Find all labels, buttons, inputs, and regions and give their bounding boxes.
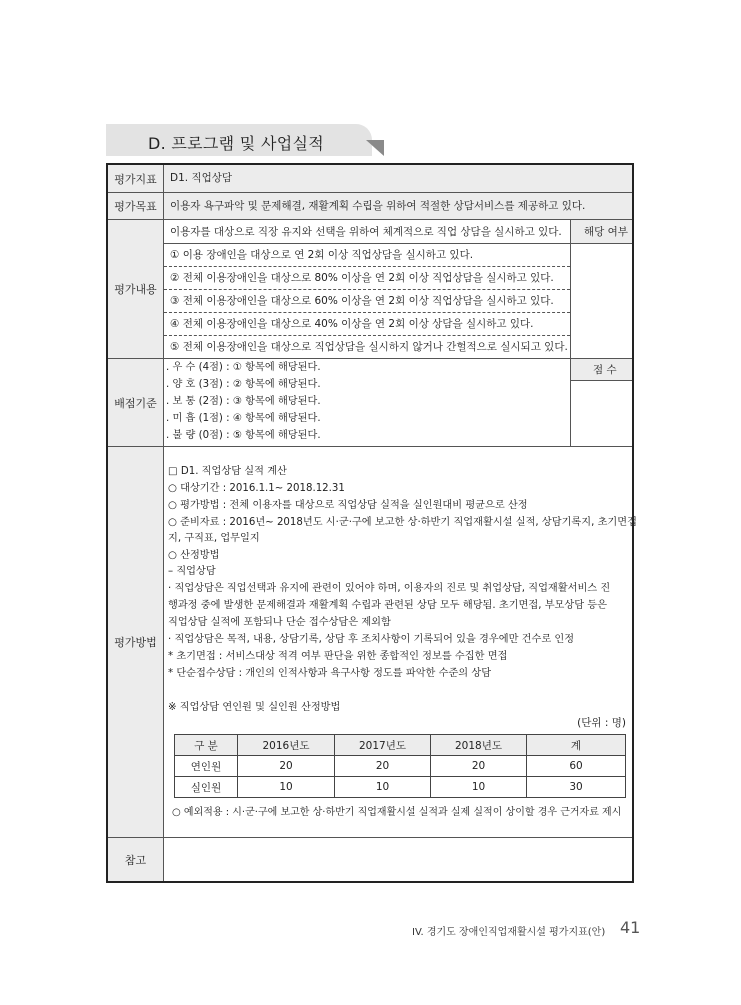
table-cell: 10 bbox=[238, 777, 335, 798]
content-item-5: ⑤ 전체 이용장애인을 대상으로 직업상담을 실시하지 않거나 간헐적으로 실시되고 있다. bbox=[170, 341, 568, 353]
scoring-item-1: . 우 수 (4점) : ① 항목에 해당된다. bbox=[166, 362, 321, 373]
table-header: 2017년도 bbox=[335, 735, 431, 756]
applicable-label-bg bbox=[571, 220, 632, 243]
scoring-item-4: . 미 흡 (1점) : ④ 항목에 해당된다. bbox=[166, 413, 321, 424]
table-cell: 20 bbox=[238, 756, 335, 777]
method-line: – 직업상담 bbox=[168, 566, 216, 577]
table-header: 2018년도 bbox=[431, 735, 527, 756]
indicator-value: D1. 직업상담 bbox=[170, 172, 233, 184]
table-cell: 실인원 bbox=[175, 777, 238, 798]
scoring-label: 배점기준 bbox=[108, 359, 164, 446]
method-line: 행과정 중에 발생한 문제해결과 재활계획 수립과 관련된 상담 모두 해당됨. 초기면접, 부모상담 등은 bbox=[168, 600, 607, 611]
divider bbox=[164, 266, 570, 267]
divider bbox=[164, 289, 570, 290]
method-line: ○ 평가방법 : 전체 이용자를 대상으로 직업상담 실적을 실인원대비 평균으로 산정 bbox=[168, 500, 528, 511]
table-header: 구 분 bbox=[175, 735, 238, 756]
indicator-value-bg bbox=[164, 165, 632, 192]
divider bbox=[164, 243, 632, 244]
table-cell: 20 bbox=[335, 756, 431, 777]
score-label: 점 수 bbox=[593, 364, 617, 376]
scoring-item-2: . 양 호 (3점) : ② 항목에 해당된다. bbox=[166, 379, 321, 390]
content-item-3: ③ 전체 이용장애인을 대상으로 60% 이상을 연 2회 이상 직업상담을 실시하고 있다. bbox=[170, 295, 554, 307]
scoring-item-3: . 보 통 (2점) : ③ 항목에 해당된다. bbox=[166, 396, 321, 407]
content-item-2: ② 전체 이용장애인을 대상으로 80% 이상을 연 2회 이상 직업상담을 실시하고 있다. bbox=[170, 272, 554, 284]
table-header-row bbox=[175, 735, 626, 756]
scoring-item-5: . 불 량 (0점) : ⑤ 항목에 해당된다. bbox=[166, 430, 321, 441]
exception-note: ○ 예외적용 : 시·군·구에 보고한 상·하반기 직업재활시설 실적과 실제 실적이 상이할 경우 근거자료 제시 bbox=[172, 807, 622, 818]
goal-label: 평가목표 bbox=[108, 193, 164, 219]
goal-value: 이용자 욕구파악 및 문제해결, 재활계획 수립을 위하여 적절한 상담서비스를 제공하고 있다. bbox=[170, 200, 586, 212]
method-line: ○ 대상기간 : 2016.1.1~ 2018.12.31 bbox=[168, 483, 345, 494]
goal-value-bg bbox=[164, 193, 632, 219]
scoring-criteria bbox=[164, 361, 570, 445]
section-title: D. 프로그램 및 사업실적 bbox=[148, 134, 324, 153]
counseling-stats-table bbox=[174, 734, 626, 798]
section-tab-shadow bbox=[366, 140, 384, 156]
reference-label: 참고 bbox=[108, 838, 164, 881]
table-header: 2016년도 bbox=[238, 735, 335, 756]
applicable-label: 해당 여부 bbox=[584, 226, 628, 238]
unit-label: (단위 : 명) bbox=[577, 717, 626, 729]
note-title: ※ 직업상담 연인원 및 실인원 산정방법 bbox=[168, 702, 341, 713]
method-line: * 단순접수상담 : 개인의 인적사항과 욕구사항 정도를 파악한 수준의 상담 bbox=[168, 668, 492, 679]
content-header: 이용자를 대상으로 직장 유지와 선택을 위하여 체계적으로 직업 상담을 실시하고 있다. bbox=[170, 226, 562, 238]
method-line: · 직업상담은 목적, 내용, 상담기록, 상담 후 조치사항이 기록되어 있을 경우에만 건수로 인정 bbox=[168, 634, 575, 645]
method-line: 직업상담 실적에 포함되나 단순 접수상담은 제외함 bbox=[168, 617, 391, 628]
score-label-bg bbox=[571, 359, 632, 380]
method-line: ○ 산정방법 bbox=[168, 550, 220, 561]
page-number: 41 bbox=[620, 918, 641, 937]
method-line: · 직업상담은 직업선택과 유지에 관련이 있어야 하며, 이용자의 진로 및 취업상담, 직업재활서비스 진 bbox=[168, 583, 611, 594]
divider bbox=[108, 358, 632, 359]
table-cell: 연인원 bbox=[175, 756, 238, 777]
table-row bbox=[175, 756, 626, 777]
indicator-label: 평가지표 bbox=[108, 165, 164, 192]
table-cell: 10 bbox=[431, 777, 527, 798]
method-line: ○ 준비자료 : 2016년~ 2018년도 시·군·구에 보고한 상·하반기 직업재활시설 실적, 상담기록지, 초기면접 bbox=[168, 517, 637, 528]
table-cell: 30 bbox=[527, 777, 626, 798]
footer-text: IV. 경기도 장애인직업재활시설 평가지표(안) bbox=[412, 927, 606, 938]
divider bbox=[108, 446, 632, 447]
divider bbox=[164, 312, 570, 313]
evaluation-table bbox=[106, 163, 637, 883]
table-header: 계 bbox=[527, 735, 626, 756]
method-line: 지, 구직표, 업무일지 bbox=[168, 533, 260, 544]
content-item-1: ① 이용 장애인을 대상으로 연 2회 이상 직업상담을 실시하고 있다. bbox=[170, 249, 474, 261]
divider bbox=[108, 219, 632, 220]
section-title-tab bbox=[106, 124, 372, 156]
divider bbox=[164, 335, 570, 336]
content-label: 평가내용 bbox=[108, 220, 164, 358]
content-item-4: ④ 전체 이용장애인을 대상으로 40% 이상을 연 2회 이상 상담을 실시하고 있다. bbox=[170, 318, 534, 330]
table-cell: 20 bbox=[431, 756, 527, 777]
method-label: 평가방법 bbox=[108, 447, 164, 837]
divider bbox=[571, 380, 632, 381]
table-cell: 10 bbox=[335, 777, 431, 798]
method-line: * 초기면접 : 서비스대상 적격 여부 판단을 위한 종합적인 정보를 수집한 면접 bbox=[168, 651, 508, 662]
reference-value bbox=[164, 838, 632, 881]
table-row bbox=[175, 777, 626, 798]
table-cell: 60 bbox=[527, 756, 626, 777]
method-line: □ D1. 직업상담 실적 계산 bbox=[168, 466, 287, 477]
